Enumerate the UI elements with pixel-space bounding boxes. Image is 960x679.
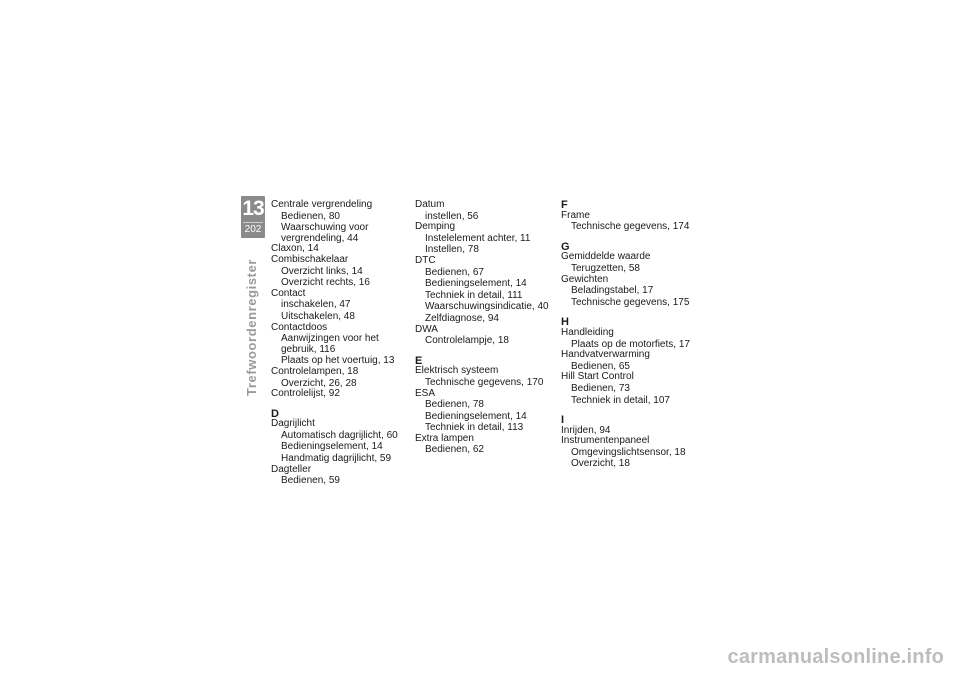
index-entry [561, 372, 701, 406]
index-entry [561, 328, 701, 350]
index-subentry: Uitschakelen, 48 [281, 310, 355, 322]
index-entry [415, 366, 555, 388]
index-subentry: Bedienen, 65 [571, 360, 630, 372]
index-subentry: Omgevingslichtsensor, 18 [571, 446, 686, 458]
index-term: Controlelampen, 18 [271, 365, 359, 377]
index-term: Extra lampen [415, 432, 474, 444]
index-subentry: Aanwijzingen voor het gebruik, 116 [281, 333, 379, 355]
index-entry [561, 350, 701, 372]
index-subentry: Technische gegevens, 175 [571, 296, 690, 308]
index-entry [561, 275, 701, 309]
index-entry [561, 252, 701, 274]
index-term: Datum [415, 199, 445, 210]
index-subentry: Waarschuwing voor vergrendeling, 44 [281, 222, 369, 244]
index-subentry: Bedienen, 67 [425, 266, 484, 278]
index-entry [415, 434, 555, 456]
index-entry [271, 367, 411, 389]
page-number: 202 [244, 224, 262, 235]
index-subentry: Waarschuwingsindicatie, 40 [425, 301, 549, 313]
index-entry [271, 465, 411, 487]
index-subentry: Bedienen, 80 [281, 210, 340, 222]
chapter-title: Trefwoordenregister [244, 258, 259, 396]
index-subentry: Instelelement achter, 11 [425, 232, 531, 244]
index-subentry: Bedienen, 73 [571, 382, 630, 394]
watermark: carmanualsonline.info [727, 646, 944, 668]
index-subentry: Overzicht rechts, 16 [281, 277, 370, 289]
index-term: Elektrisch systeem [415, 365, 499, 377]
index-subentry: Bedieningselement, 14 [425, 410, 527, 422]
index-column-2 [415, 200, 555, 456]
index-subentry: Controlelampje, 18 [425, 335, 509, 347]
index-subentry: Techniek in detail, 107 [571, 394, 670, 406]
index-term: Contact [271, 287, 306, 299]
index-term: Gewichten [561, 273, 609, 285]
index-term: Hill Start Control [561, 371, 634, 383]
index-subentry: Overzicht links, 14 [281, 265, 363, 277]
index-subentry: Overzicht, 18 [571, 458, 630, 470]
index-entry [271, 289, 411, 323]
index-term: ESA [415, 387, 436, 399]
index-letter-heading: H [561, 316, 569, 329]
index-subentry: Bedienen, 59 [281, 475, 340, 487]
index-entry [271, 419, 411, 464]
index-subentry: Bedienen, 62 [425, 444, 484, 456]
index-letter-heading: I [561, 414, 565, 427]
index-term: DWA [415, 323, 438, 335]
index-subentry: Beladingstabel, 17 [571, 285, 654, 297]
index-entry [415, 389, 555, 434]
index-subentry: Bedieningselement, 14 [425, 278, 527, 290]
index-entry [271, 255, 411, 289]
index-subentry: Instellen, 78 [425, 244, 479, 256]
index-subentry: Bedienen, 78 [425, 399, 484, 411]
index-column-1 [271, 200, 411, 487]
index-subentry: Techniek in detail, 113 [425, 422, 524, 434]
index-letter-heading: G [561, 240, 570, 253]
index-subentry: Handmatig dagrijlicht, 59 [281, 453, 392, 465]
index-term: Inrijden, 94 [561, 424, 611, 436]
index-column-3 [561, 200, 701, 470]
index-entry [271, 389, 411, 400]
chapter-tab [241, 196, 265, 238]
index-entry [561, 436, 701, 470]
index-term: Dagrijlicht [271, 418, 315, 430]
index-term: Contactdoos [271, 321, 328, 333]
index-subentry: instellen, 56 [425, 210, 479, 222]
index-term: Instrumentenpaneel [561, 435, 650, 447]
index-term: Combischakelaar [271, 253, 349, 265]
index-term: Handvatverwarming [561, 349, 650, 361]
index-term: Centrale vergrendeling [271, 199, 373, 210]
index-entry [561, 211, 701, 233]
index-letter-heading: D [271, 407, 279, 420]
index-term: Handleiding [561, 326, 614, 338]
index-subentry: inschakelen, 47 [281, 299, 351, 311]
index-term: Controlelijst, 92 [271, 388, 340, 400]
index-subentry: Zelfdiagnose, 94 [425, 312, 499, 324]
index-subentry: Terugzetten, 58 [571, 262, 640, 274]
index-entry [271, 323, 411, 367]
index-entry [415, 200, 555, 222]
index-letter-heading: F [561, 199, 568, 211]
index-subentry: Techniek in detail, 111 [425, 289, 523, 301]
index-entry [271, 200, 411, 244]
index-subentry: Bedieningselement, 14 [281, 441, 383, 453]
index-term: Dagteller [271, 463, 312, 475]
index-subentry: Plaats op het voertuig, 13 [281, 355, 395, 367]
index-subentry: Technische gegevens, 170 [425, 376, 544, 388]
chapter-number: 13 [242, 197, 264, 220]
index-subentry: Overzicht, 26, 28 [281, 377, 357, 389]
index-letter-heading: E [415, 354, 423, 367]
index-subentry: Plaats op de motorfiets, 17 [571, 338, 690, 350]
index-entry [415, 256, 555, 325]
index-term: Demping [415, 221, 456, 233]
index-term: Claxon, 14 [271, 243, 319, 255]
index-subentry: Automatisch dagrijlicht, 60 [281, 429, 398, 441]
index-entry [415, 325, 555, 347]
index-term: DTC [415, 254, 436, 266]
index-subentry: Technische gegevens, 174 [571, 221, 690, 233]
index-entry [415, 222, 555, 256]
index-term: Frame [561, 209, 590, 221]
index-term: Gemiddelde waarde [561, 251, 651, 263]
